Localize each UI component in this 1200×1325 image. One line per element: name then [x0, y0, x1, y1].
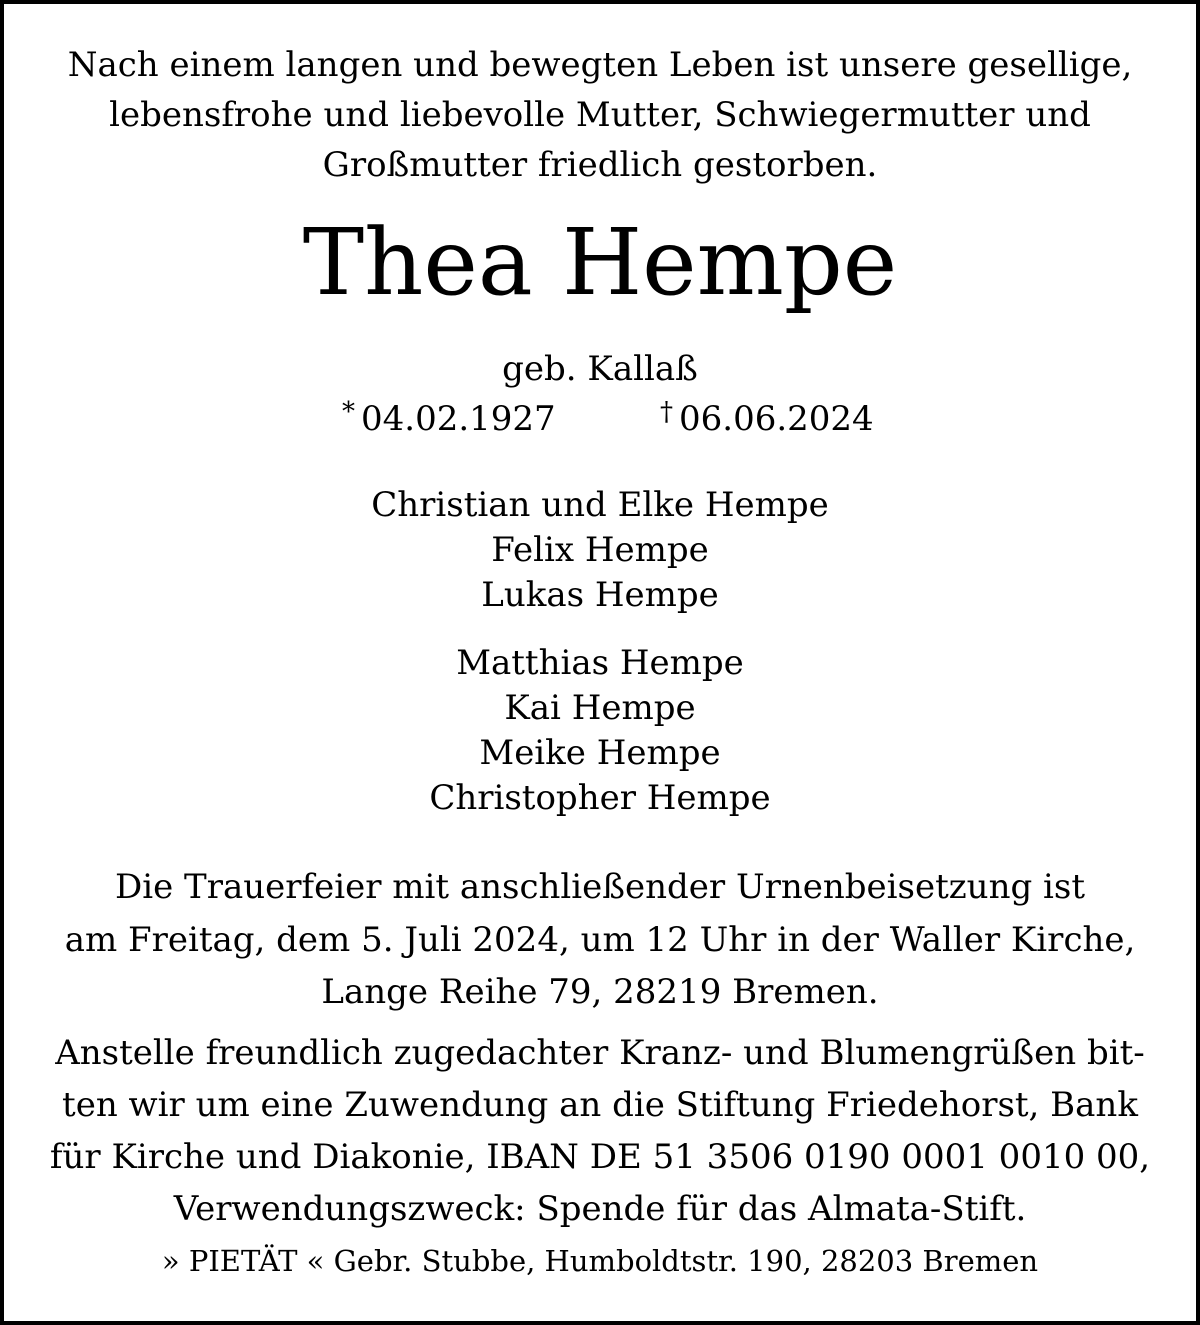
ceremony-line: Die Trauerfeier mit anschließender Urnenbeisetzung ist — [114, 867, 1086, 907]
mourner-name: Matthias Hempe — [456, 643, 744, 683]
birth-date: 04.02.1927 — [361, 399, 556, 439]
mourner-name: Kai Hempe — [504, 688, 696, 728]
intro-line: lebensfrohe und liebevolle Mutter, Schwiegermutter und — [109, 95, 1091, 135]
donation-line: Verwendungszweck: Spende für das Almata-Stift. — [173, 1189, 1027, 1229]
maiden-name: geb. Kallaß — [502, 349, 698, 389]
death-date: 06.06.2024 — [679, 399, 874, 439]
intro-line: Nach einem langen und bewegten Leben ist unsere gesellige, — [67, 45, 1133, 85]
mourner-name: Christian und Elke Hempe — [371, 485, 829, 525]
death-cross-icon: † — [660, 397, 673, 427]
ceremony-line: am Freitag, dem 5. Juli 2024, um 12 Uhr in der Waller Kirche, — [64, 920, 1136, 960]
birth-star-icon: * — [342, 397, 355, 427]
life-dates — [4, 399, 1196, 439]
mourner-name: Lukas Hempe — [481, 575, 719, 615]
donation-line: Anstelle freundlich zugedachter Kranz- und Blumengrüßen bit- — [55, 1033, 1145, 1073]
intro-line: Großmutter friedlich gestorben. — [322, 145, 878, 185]
mourner-name: Meike Hempe — [479, 733, 721, 773]
undertaker-footer: » PIETÄT « Gebr. Stubbe, Humboldtstr. 190, 28203 Bremen — [161, 1244, 1039, 1278]
deceased-name: Thea Hempe — [302, 209, 898, 316]
birth-date-group — [342, 397, 556, 439]
ceremony-line: Lange Reihe 79, 28219 Bremen. — [321, 972, 879, 1012]
donation-line: für Kirche und Diakonie, IBAN DE 51 3506 0190 0001 0010 00, — [49, 1137, 1151, 1177]
mourner-name: Felix Hempe — [491, 530, 709, 570]
donation-line: ten wir um eine Zuwendung an die Stiftung Friedehorst, Bank — [62, 1085, 1138, 1125]
mourner-name: Christopher Hempe — [429, 778, 771, 818]
death-date-group — [660, 397, 874, 439]
